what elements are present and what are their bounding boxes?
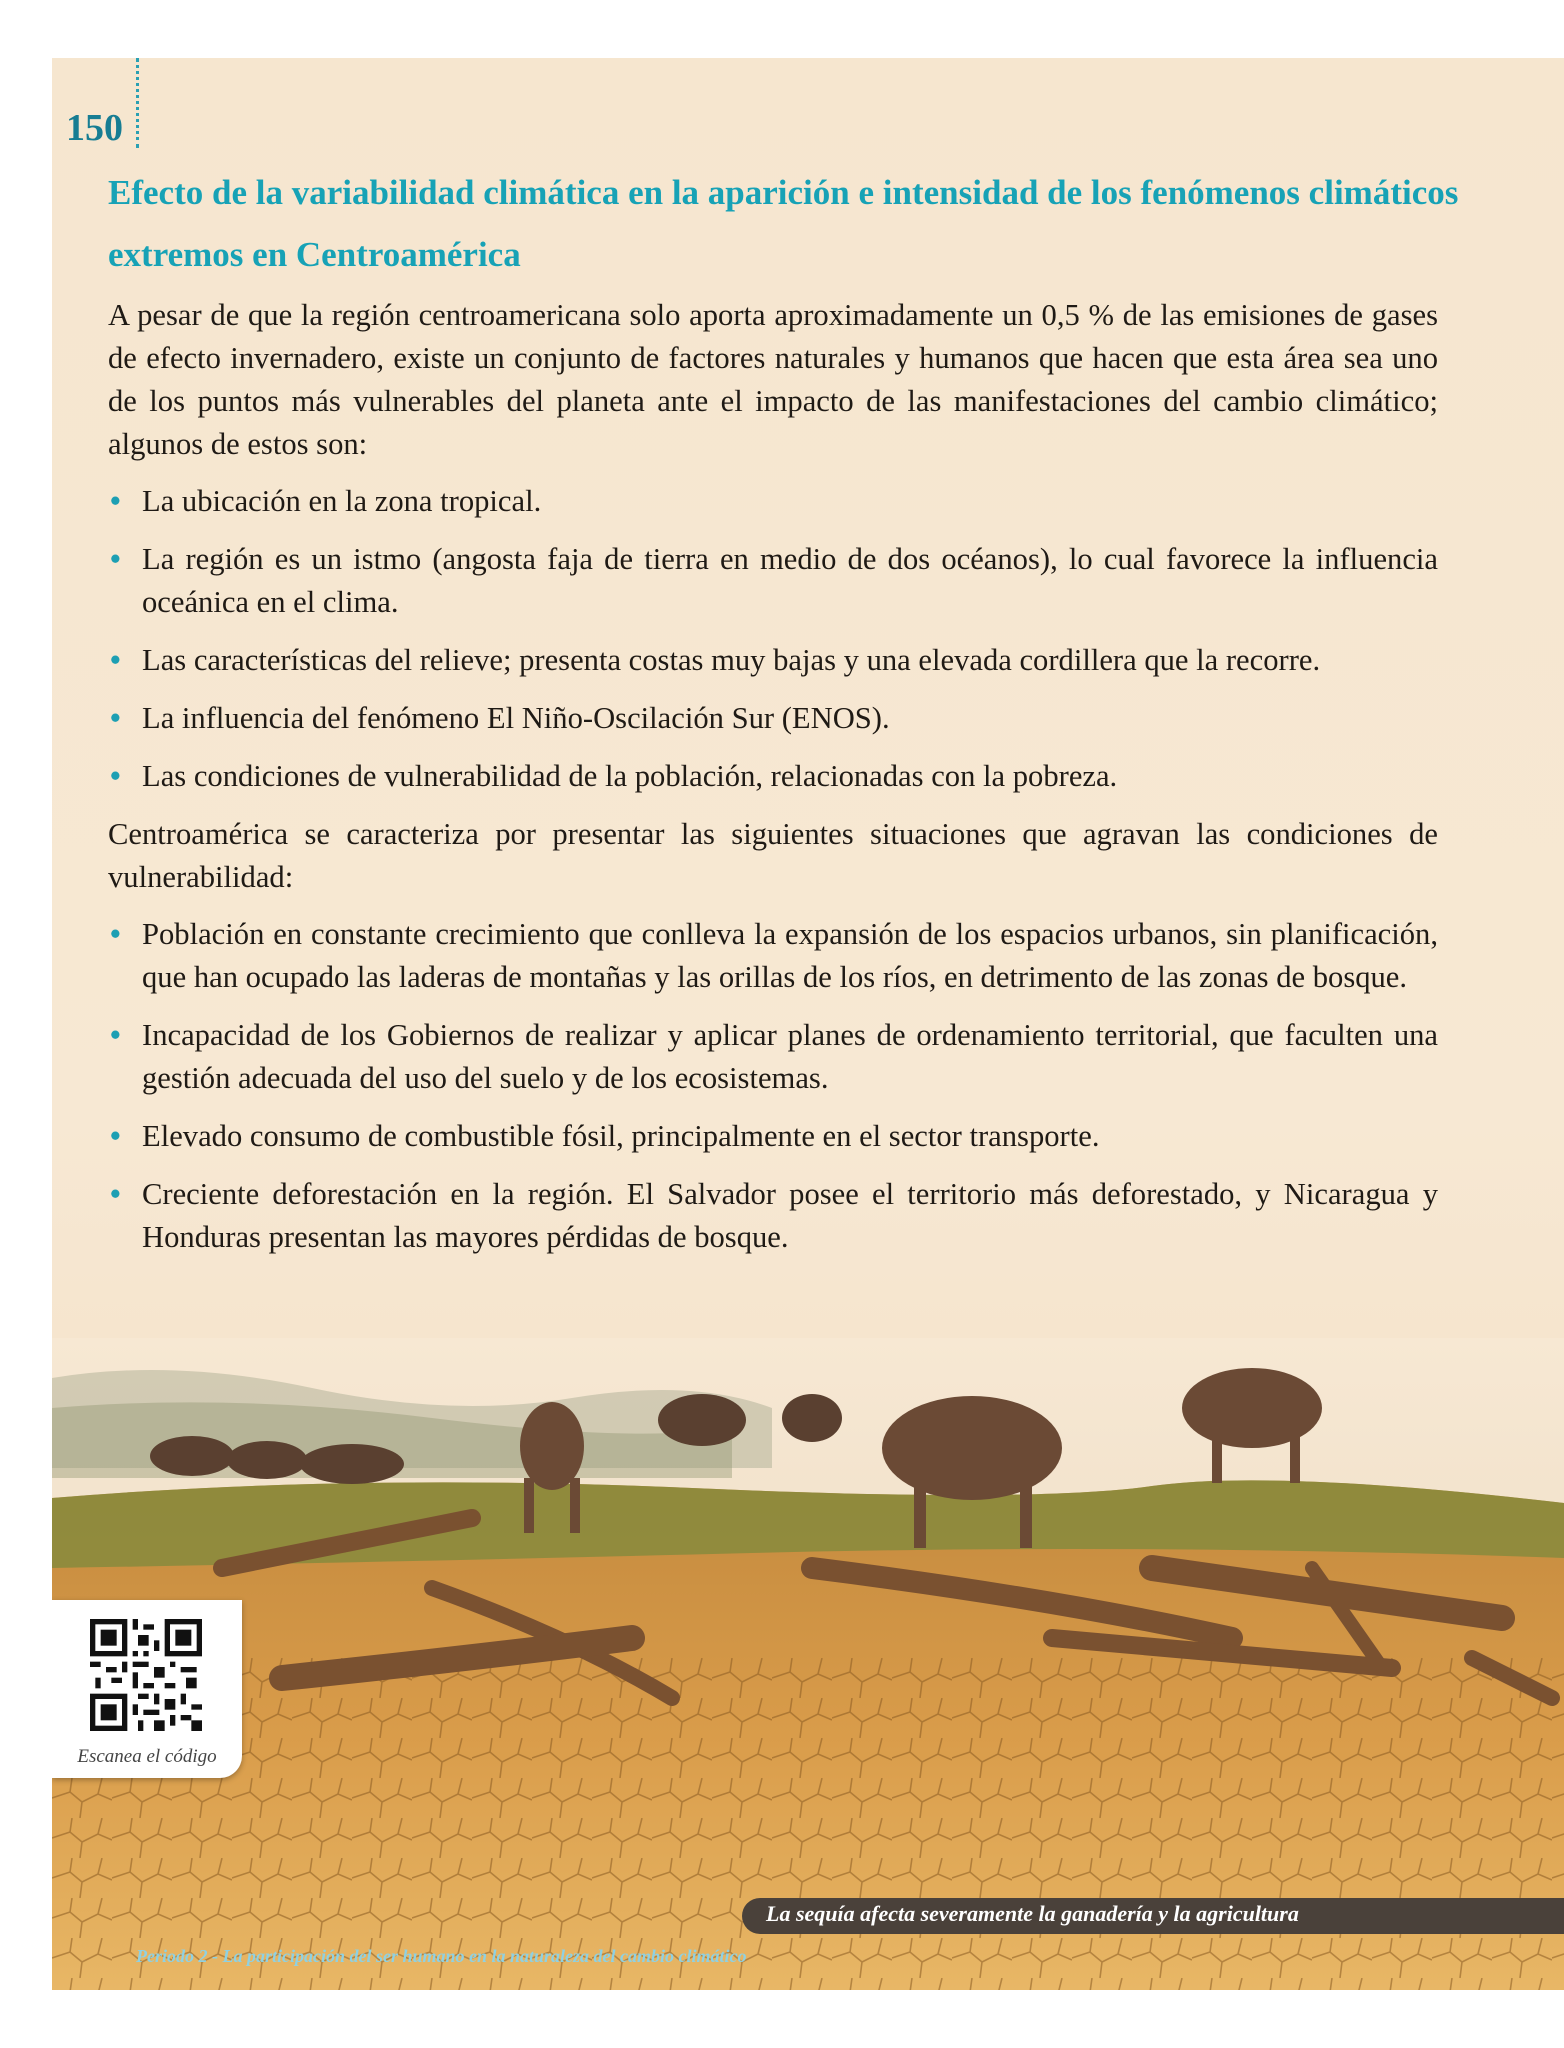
drought-photo	[52, 1338, 1564, 1990]
factor-text: Las condiciones de vulnerabilidad de la población, relacionadas con la pobreza.	[142, 759, 1118, 793]
bullet-icon: •	[110, 759, 121, 793]
textbook-page	[52, 58, 1564, 1990]
bullet-icon: •	[110, 917, 121, 951]
bullet-icon: •	[110, 701, 121, 735]
situation-text: Creciente deforestación en la región. El Salvador posee el territorio más deforestado, y Nicaragua y Honduras presentan las mayores pérdidas de bosque.	[142, 1177, 1438, 1254]
list-item	[108, 480, 1438, 523]
page-number-rule	[136, 58, 139, 148]
qr-caption: Escanea el código	[77, 1746, 217, 1767]
factor-text: La región es un istmo (angosta faja de tierra en medio de dos océanos), lo cual favorece la influencia oceánica en el clima.	[142, 542, 1438, 619]
qr-code-icon[interactable]	[90, 1610, 202, 1740]
list-item	[108, 1115, 1438, 1158]
list-item	[108, 538, 1438, 624]
factor-text: Las características del relieve; presenta costas muy bajas y una elevada cordillera que la recorre.	[142, 643, 1321, 677]
bullet-icon: •	[110, 484, 121, 518]
factor-text: La ubicación en la zona tropical.	[142, 484, 542, 518]
bullet-icon: •	[110, 542, 121, 576]
list-item	[108, 639, 1438, 682]
bullet-icon: •	[110, 1018, 121, 1052]
intro-paragraph: A pesar de que la región centroamericana solo aporta aproximadamente un 0,5 % de las emisiones de gases de efecto invernadero, existe un conjunto de factores naturales y humanos que hacen que esta área sea uno de los puntos más vulnerables del planeta ante el impacto de las manifestaciones del cambio climático; algunos de estos son:	[108, 298, 1438, 461]
situation-text: Incapacidad de los Gobiernos de realizar y aplicar planes de ordenamiento territorial, que faculten una gestión adecuada del uso del suelo y de los ecosistemas.	[142, 1018, 1438, 1095]
page-number: 150	[66, 107, 123, 149]
situations-paragraph: Centroamérica se caracteriza por presentar las siguientes situaciones que agravan las condiciones de vulnerabilidad:	[108, 817, 1438, 894]
situation-text: Elevado consumo de combustible fósil, principalmente en el sector transporte.	[142, 1119, 1100, 1153]
factors-list	[108, 480, 1438, 798]
footer-period: Periodo 2 - La participación del ser humano en la naturaleza del cambio climático	[136, 1946, 747, 1966]
situations-list	[108, 913, 1438, 1259]
bullet-icon: •	[110, 1177, 121, 1211]
photo-caption: La sequía afecta severamente la ganadería y la agricultura	[766, 1901, 1299, 1926]
list-item	[108, 1173, 1438, 1259]
qr-code-box[interactable]	[52, 1600, 242, 1778]
list-item	[108, 1014, 1438, 1100]
list-item	[108, 755, 1438, 798]
bullet-icon: •	[110, 643, 121, 677]
body-text	[108, 294, 1438, 1274]
list-item	[108, 913, 1438, 999]
photo-caption-bar	[742, 1898, 1564, 1934]
list-item	[108, 697, 1438, 740]
bullet-icon: •	[110, 1119, 121, 1153]
situation-text: Población en constante crecimiento que conlleva la expansión de los espacios urbanos, sin planificación, que han ocupado las laderas de montañas y las orillas de los ríos, en detrimento de las zonas de bosque.	[142, 917, 1438, 994]
factor-text: La influencia del fenómeno El Niño-Oscilación Sur (ENOS).	[142, 701, 890, 735]
section-title: Efecto de la variabilidad climática en la aparición e intensidad de los fenómenos climáticos extremos en Centroamérica	[108, 173, 1459, 274]
